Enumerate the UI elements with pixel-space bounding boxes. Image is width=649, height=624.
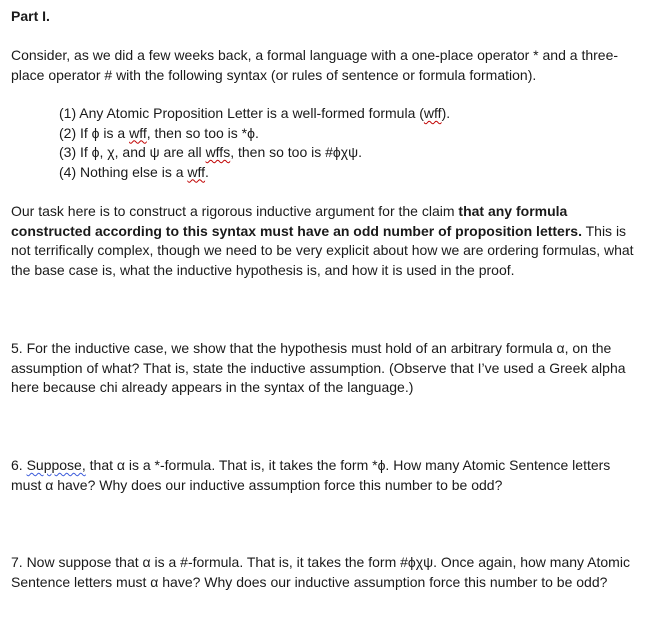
grammar-flag[interactable]: Suppose, bbox=[26, 457, 86, 473]
rule-1-text: (1) Any Atomic Proposition Letter is a well-formed formula ( bbox=[59, 105, 424, 121]
rule-4-end: . bbox=[205, 163, 209, 180]
rule-2 bbox=[59, 124, 450, 144]
task-claim: that any formula constructed according to this syntax must have an odd number of proposition letters. bbox=[11, 203, 582, 239]
syntax-rules-list bbox=[59, 104, 450, 182]
question-5: 5. For the inductive case, we show that the hypothesis must hold of an arbitrary formula α, on the assumption of what? That is, state the inductive assumption. (Observe that I’ve used a Greek alpha here because chi already appears in the syntax of the language.) bbox=[11, 340, 626, 395]
rule-2-end: , then so too is *ϕ. bbox=[146, 124, 259, 141]
rule-1-end: ). bbox=[441, 105, 451, 121]
rule-3-end: , then so too is #ϕχψ. bbox=[230, 144, 362, 160]
question-7: 7. Now suppose that α is a #-formula. That is, it takes the form #ϕχψ. Once again, how many Atomic Sentence letters must α have? Why does our inductive assumption force this number to be odd? bbox=[11, 554, 630, 590]
spelling-flag[interactable]: wff bbox=[187, 163, 206, 180]
spelling-flag[interactable]: wff bbox=[423, 105, 442, 121]
rule-2-text: (2) If ϕ is a bbox=[59, 124, 130, 141]
question-6-text: that α is a *-formula. That is, it takes the form *ϕ. How many Atomic Sentence letters must α have? Why does our inductive assumption force this number to be odd? bbox=[11, 457, 611, 493]
question-6-number: 6. bbox=[11, 457, 27, 473]
rule-3 bbox=[59, 143, 450, 163]
task-text: Our task here is to construct a rigorous inductive argument for the claim bbox=[11, 203, 459, 219]
task-paragraph bbox=[11, 202, 639, 280]
rule-4 bbox=[59, 163, 450, 183]
spelling-flag[interactable]: wffs bbox=[205, 144, 231, 160]
intro-paragraph: Consider, as we did a few weeks back, a formal language with a one-place operator * and a three-place operator # with the following syntax (or rules of sentence or formula formation). bbox=[11, 47, 619, 83]
task-text-end: This is not terrifically complex, though we need to be very explicit about how we are ordering formulas, what the base case is, what the inductive hypothesis is, and how it is used in the proof. bbox=[11, 222, 634, 278]
part-heading: Part I. bbox=[11, 8, 50, 24]
question-6 bbox=[11, 456, 639, 495]
rule-1 bbox=[59, 104, 450, 124]
rule-3-text: (3) If ϕ, χ, and ψ are all bbox=[59, 144, 206, 160]
spelling-flag[interactable]: wff bbox=[129, 124, 147, 141]
rule-4-text: (4) Nothing else is a bbox=[59, 163, 188, 180]
